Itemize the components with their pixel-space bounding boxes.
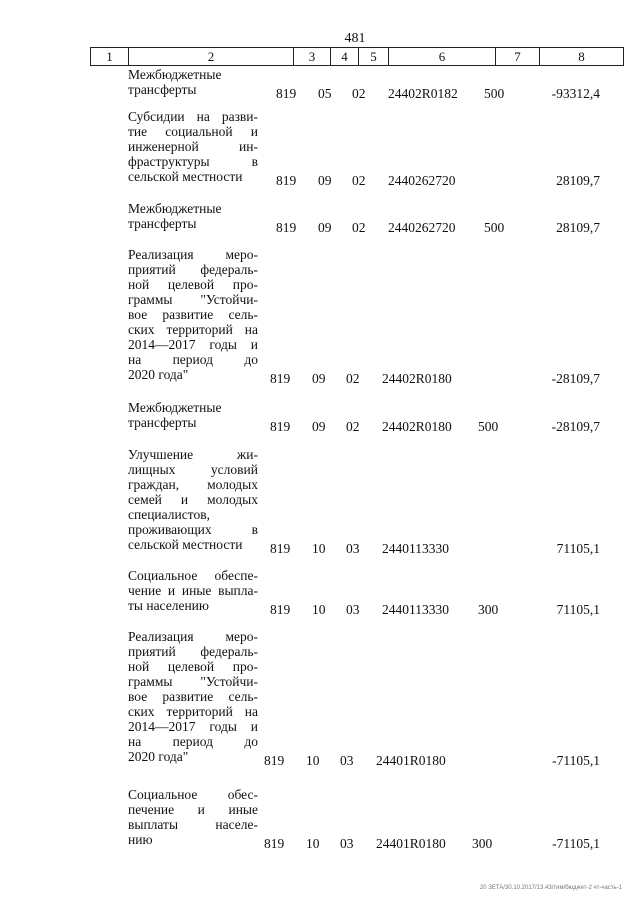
cell-c5: 03 (340, 753, 354, 768)
row-name-line: вое развитие сель- (128, 307, 258, 322)
cell-c5: 02 (346, 419, 360, 434)
cell-c5: 02 (346, 371, 360, 386)
cell-c4: 05 (318, 86, 332, 101)
cell-c7: 500 (478, 419, 499, 434)
cell-c6: 24402R0182 (388, 86, 458, 101)
row-name-line: вое развитие сель- (128, 689, 258, 704)
cell-c7: 500 (484, 220, 505, 235)
table-header (90, 47, 624, 66)
row-name-line: граммы "Устойчи- (128, 292, 258, 307)
row-name (128, 400, 258, 430)
cell-c5: 02 (352, 173, 366, 188)
row-name-line: 2020 года" (128, 749, 189, 764)
row-name-line: Межбюджетные (128, 201, 222, 216)
cell-c7: 300 (472, 836, 493, 851)
cell-c4: 10 (306, 836, 320, 851)
column-header-6: 6 (389, 48, 496, 65)
row-name (128, 109, 258, 184)
column-header-2: 2 (129, 48, 294, 65)
row-name-line: 2014—2017 годы и (128, 337, 258, 352)
row-name (128, 247, 258, 382)
row-name (128, 447, 258, 552)
row-name-line: специалистов, (128, 507, 210, 522)
cell-c6: 24402R0180 (382, 371, 452, 386)
cell-c4: 10 (312, 541, 326, 556)
column-header-5: 5 (359, 48, 389, 65)
cell-c6: 24402R0180 (382, 419, 452, 434)
row-name-line: Реализация меро- (128, 629, 258, 644)
cell-c6: 2440262720 (388, 173, 456, 188)
row-name-line: ной целевой про- (128, 659, 258, 674)
row-name-line: 2020 года" (128, 367, 189, 382)
row-name-line: ты населению (128, 598, 209, 613)
row-name-line: Реализация меро- (128, 247, 258, 262)
row-name-line: трансферты (128, 415, 197, 430)
cell-c3: 819 (264, 836, 285, 851)
row-name-line: семей и молодых (128, 492, 258, 507)
cell-c3: 819 (264, 753, 285, 768)
cell-c4: 09 (318, 220, 332, 235)
cell-c4: 10 (312, 602, 326, 617)
column-header-8: 8 (578, 49, 585, 64)
page-number: 481 (344, 31, 366, 46)
row-name-line: приятий федераль- (128, 262, 258, 277)
row-name-line: сельской местности (128, 169, 243, 184)
cell-c6: 24401R0180 (376, 836, 446, 851)
row-name-line: тие социальной и (128, 124, 258, 139)
row-name-line: Социальное обес- (128, 787, 258, 802)
row-name-line: Улучшение жи- (128, 447, 258, 462)
cell-amount: 71105,1 (556, 541, 600, 556)
row-name-line: ских территорий на (128, 704, 258, 719)
row-name-line: ских территорий на (128, 322, 258, 337)
cell-amount: -71105,1 (552, 753, 600, 768)
cell-c7: 500 (484, 86, 505, 101)
cell-amount: -93312,4 (551, 86, 600, 101)
cell-c4: 10 (306, 753, 320, 768)
cell-c3: 819 (276, 173, 297, 188)
cell-c5: 03 (346, 541, 360, 556)
cell-c6: 2440262720 (388, 220, 456, 235)
cell-c4: 09 (312, 419, 326, 434)
cell-amount: 71105,1 (556, 602, 600, 617)
row-name-line: проживающих в (128, 522, 258, 537)
row-name-line: ной целевой про- (128, 277, 258, 292)
row-name-line: трансферты (128, 82, 197, 97)
cell-c3: 819 (270, 419, 291, 434)
row-name-line: выплаты населе- (128, 817, 258, 832)
row-name (128, 629, 258, 764)
row-name-line: нию (128, 832, 153, 847)
row-name-line: инженерной ин- (128, 139, 258, 154)
cell-amount: 28109,7 (556, 173, 600, 188)
cell-c6: 2440113330 (382, 541, 449, 556)
cell-c3: 819 (270, 371, 291, 386)
row-name-line: трансферты (128, 216, 197, 231)
cell-amount: -28109,7 (551, 419, 600, 434)
column-header-4: 4 (331, 48, 359, 65)
column-header-7: 7 (496, 48, 540, 65)
cell-c6: 2440113330 (382, 602, 449, 617)
column-header-1: 1 (91, 48, 129, 65)
row-name (128, 201, 258, 231)
cell-c5: 03 (346, 602, 360, 617)
row-name-line: на период до (128, 734, 258, 749)
cell-c5: 02 (352, 220, 366, 235)
cell-amount: -71105,1 (552, 836, 600, 851)
row-name-line: чение и иные выпла- (128, 583, 258, 598)
row-name (128, 67, 258, 97)
cell-c3: 819 (276, 86, 297, 101)
cell-c3: 819 (276, 220, 297, 235)
cell-c4: 09 (312, 371, 326, 386)
row-name-line: Межбюджетные (128, 400, 222, 415)
cell-c6: 24401R0180 (376, 753, 446, 768)
row-name-line: приятий федераль- (128, 644, 258, 659)
row-name-line: лищных условий (128, 462, 258, 477)
cell-c4: 09 (318, 173, 332, 188)
cell-c3: 819 (270, 602, 291, 617)
row-name-line: 2014—2017 годы и (128, 719, 258, 734)
column-header-3: 3 (294, 48, 331, 65)
cell-amount: -28109,7 (551, 371, 600, 386)
row-name-line: фраструктуры в (128, 154, 258, 169)
row-name-line: Социальное обеспе- (128, 568, 258, 583)
row-name-line: на период до (128, 352, 258, 367)
cell-c5: 03 (340, 836, 354, 851)
row-name-line: печение и иные (128, 802, 258, 817)
row-name (128, 568, 258, 613)
cell-c7: 300 (478, 602, 499, 617)
row-name-line: сельской местности (128, 537, 243, 552)
row-name-line: граждан, молодых (128, 477, 258, 492)
footer-stamp: 20 ЗЕТА/30.10.2017/13.43/тим/бюджет-2 чт-часть-1 (479, 885, 622, 891)
cell-c3: 819 (270, 541, 291, 556)
row-name-line: Субсидии на разви- (128, 109, 258, 124)
row-name-line: граммы "Устойчи- (128, 674, 258, 689)
cell-c5: 02 (352, 86, 366, 101)
row-name-line: Межбюджетные (128, 67, 222, 82)
cell-amount: 28109,7 (556, 220, 600, 235)
row-name (128, 787, 258, 847)
